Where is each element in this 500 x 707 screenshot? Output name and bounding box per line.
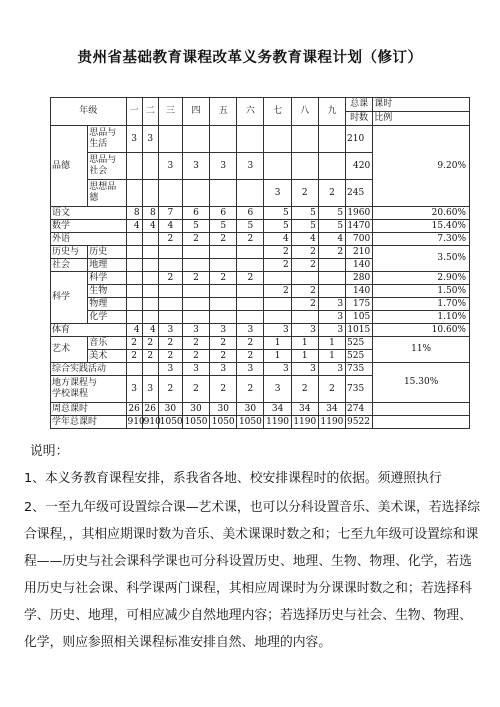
page-title: 贵州省基础教育课程改革义务教育课程计划（修订） [77,50,423,66]
cell: 34 [291,403,318,416]
cell [158,180,182,207]
cell: 3 [158,153,182,180]
cell [182,259,209,272]
cell: 2 [237,376,264,403]
cell-total: 735 [346,376,373,403]
cell: 3 [318,311,345,324]
cell-ratio: 20.60% [373,207,470,220]
cell: 6 [182,207,209,220]
cell-ratio: 11% [373,337,470,363]
cell-ratio: 15.30% [373,363,470,403]
cell [126,272,142,285]
row-label: 地理 [88,259,126,272]
cell [158,259,182,272]
cell: 2 [237,350,264,363]
cell: 3 [182,363,209,376]
cell: 1050 [182,416,209,429]
header-grade-7: 七 [264,98,291,126]
table-row [51,416,470,429]
cell-total: 420 [346,153,373,180]
cell: 2 [142,337,158,350]
cell: 2 [210,376,237,403]
cell: 34 [318,403,345,416]
cell: 5 [318,220,345,233]
note-paragraph-1: 1、本义务教育课程安排，系我省各地、校安排课程时的依据。须遵照执行 [24,471,442,486]
cell-ratio: 1.70% [373,298,470,311]
cell [237,311,264,324]
cell: 2 [182,272,209,285]
cell-total: 700 [346,233,373,246]
cell: 910 [143,416,161,427]
table-row [51,324,470,337]
cell: 4 [126,220,142,233]
cell: 3 [182,153,209,180]
cell: 3 [291,363,318,376]
cell: 3 [237,324,264,337]
row-label: 历史 [88,246,126,259]
cell: 2 [291,259,318,272]
cell [126,233,142,246]
cell: 3 [126,376,142,403]
cell [210,298,237,311]
cell-total: 1470 [346,220,373,233]
cell: 5 [291,207,318,220]
cell: 2 [210,272,237,285]
row-label: 化学 [88,311,126,324]
cell-total: 245 [346,180,373,207]
cell: 3 [210,153,237,180]
cell: 2 [291,376,318,403]
header-grade-2: 二 [142,98,158,126]
cell-total: 9522 [346,416,373,429]
header-grade: 年级 [51,98,127,126]
group-history-social-2: 社会 [51,259,88,272]
cell [318,126,345,153]
cell: 3 [318,363,345,376]
cell [158,285,182,298]
cell: 2 [237,272,264,285]
cell-total: 1960 [346,207,373,220]
row-label: 数学 [51,220,127,233]
cell: 3 [210,324,237,337]
cell: 5 [210,220,237,233]
cell [142,363,158,376]
header-total-line1: 总课 [346,98,373,112]
cell: 2 [291,180,318,207]
cell: 26 [126,403,142,416]
cell [237,180,264,207]
cell-total: 280 [346,272,373,285]
cell: 30 [210,403,237,416]
cell [264,126,291,153]
cell [210,126,237,153]
header-grade-1: 一 [126,98,142,126]
row-label: 体育 [51,324,127,337]
cell [158,311,182,324]
cell: 1190 [291,416,318,429]
cell: 3 [142,126,158,153]
cell [142,311,158,324]
cell: 3 [291,324,318,337]
header-grade-4: 四 [182,98,209,126]
cell: 7 [158,207,182,220]
cell [210,311,237,324]
cell [237,298,264,311]
header-grade-8: 八 [291,98,318,126]
cell [210,285,237,298]
cell: 3 [264,376,291,403]
cell: 8 [126,207,142,220]
cell [126,298,142,311]
cell: 4 [142,220,158,233]
cell: 1050 [159,416,183,427]
note-paragraph-2: 2、一至九年级可设置综合课—艺术课，也可以分科设置音乐、美术课，若选择综合课程，，其相应期课时数为音乐、美术课课时数之和；七至九年级可设置综和课程——历史与社会课科学课也可分科设置历史、地理、生物、物理、化学，若选用历史与社会课、科学课两门课程，其相应周课时为分课课时数之和；若选择科学、历史、地理，可相应减少自然地理内容；若选择历史与社会、生物、物理、化学，则应参照相关课程标准安排自然、地理的内容。 [24,500,481,650]
cell: 2 [291,246,318,259]
cell: 1 [264,337,291,350]
cell: 2 [318,246,345,259]
cell [126,259,142,272]
cell: 6 [210,207,237,220]
cell [126,180,142,207]
cell [291,272,318,285]
cell: 4 [142,324,158,337]
cell-ratio: 1.50% [373,285,470,298]
cell [264,153,291,180]
cell: 5 [182,220,209,233]
table-row [51,363,470,376]
cell-total: 525 [346,337,373,350]
cell [126,363,142,376]
cell: 3 [158,324,182,337]
cell-ratio: 3.50% [373,246,470,272]
cell [291,311,318,324]
cell: 2 [237,337,264,350]
cell: 2 [264,259,291,272]
row-label: 思品与社会 [88,153,126,180]
cell-total: 210 [346,126,373,153]
cell: 30 [237,403,264,416]
row-label: 生物 [88,285,126,298]
cell [264,311,291,324]
cell: 2 [182,350,209,363]
cell: 30 [158,403,182,416]
cell-total: 525 [346,350,373,363]
table-row [51,233,470,246]
cell: 2 [158,233,182,246]
cell: 1 [291,350,318,363]
cell: 5 [318,207,345,220]
cell: 2 [291,285,318,298]
cell [237,285,264,298]
row-label: 思想品德 [88,180,126,207]
cell [237,246,264,259]
cell-total: 140 [346,259,373,272]
header-total-line2: 时数 [346,112,373,126]
cell: 2 [158,337,182,350]
cell: 2 [210,337,237,350]
cell [182,126,209,153]
row-label [51,376,127,403]
row-label: 物理 [88,298,126,311]
cell: 3 [237,363,264,376]
cell: 4 [264,233,291,246]
table-row [51,298,470,311]
cell [237,126,264,153]
cell: 4 [291,233,318,246]
cell-ratio: 7.30% [373,233,470,246]
row-label: 外语 [51,233,127,246]
cell [158,298,182,311]
cell-ratio: 2.90% [373,272,470,285]
cell [237,259,264,272]
cell: 6 [237,207,264,220]
cell [126,153,142,180]
cell: 5 [291,220,318,233]
cell: 2 [264,285,291,298]
cell: 3 [126,126,142,153]
cell: 1 [264,350,291,363]
row-label: 思品与生活 [88,126,126,153]
cell: 2 [142,350,158,363]
cell: 1 [318,337,345,350]
cell [142,180,158,207]
cell [126,285,142,298]
table-row [51,220,470,233]
group-moral: 品德 [51,126,88,207]
row-label: 美术 [88,350,126,363]
cell-ratio: 9.20% [373,126,470,207]
curriculum-table [50,97,470,429]
cell: 2 [291,298,318,311]
cell-total: 210 [346,246,373,259]
header-grade-3: 三 [158,98,182,126]
cell [210,259,237,272]
cell [210,180,237,207]
cell [126,246,142,259]
table-row [51,272,470,285]
cell: 8 [142,207,158,220]
row-label: 周总课时 [51,403,127,416]
cell: 2 [182,376,209,403]
cell [264,298,291,311]
cell [142,272,158,285]
cell: 2 [158,272,182,285]
cell: 2 [182,233,209,246]
cell: 2 [182,337,209,350]
cell: 3 [264,180,291,207]
cell: 1 [318,350,345,363]
cell: 2 [210,233,237,246]
cell-ratio-empty [373,403,470,416]
cell [142,233,158,246]
cell: 34 [264,403,291,416]
cell: 2 [126,337,142,350]
cell-total: 735 [346,363,373,376]
row-label-line1: 地方课程与 [52,378,98,388]
cell: 1190 [264,416,291,429]
cell: 1050 [210,416,237,429]
cell [318,153,345,180]
row-label: 学年总课时 [51,416,127,429]
cell: 3 [318,324,345,337]
header-grade-9: 九 [318,98,345,126]
cell [142,153,158,180]
cell-total: 175 [346,298,373,311]
cell: 3 [182,324,209,337]
cell: 2 [126,350,142,363]
cell: 3 [142,376,158,403]
row-label: 语文 [51,207,127,220]
cell [291,126,318,153]
row-label: 音乐 [88,337,126,350]
cell [291,153,318,180]
cell [142,298,158,311]
cell-total: 274 [346,403,373,416]
group-history-social-1: 历史与 [51,246,88,259]
cell [126,311,142,324]
group-science: 科学 [51,272,88,324]
cell: 910 [127,416,145,427]
cell [142,259,158,272]
cell [158,126,182,153]
cell: 3 [264,324,291,337]
cell: 1 [291,337,318,350]
cell: 1190 [318,416,345,429]
cell [318,259,345,272]
cell: 3 [237,153,264,180]
cell: 5 [264,220,291,233]
header-hours: 课时 [373,98,470,112]
group-arts: 艺术 [51,337,88,363]
header-row [51,98,470,112]
cell-ratio: 10.60% [373,324,470,337]
cell: 3 [264,363,291,376]
table-row [51,311,470,324]
cell: 4 [126,324,142,337]
cell [210,246,237,259]
cell: 1050 [237,416,264,429]
cell [264,272,291,285]
cell-total: 105 [346,311,373,324]
cell-ratio: 1.10% [373,311,470,324]
cell-ratio-empty [373,416,470,429]
cell [182,246,209,259]
cell [182,180,209,207]
row-label-line2: 学校课程 [52,389,89,399]
cell [318,285,345,298]
cell: 2 [318,376,345,403]
cell [142,285,158,298]
cell-total: 140 [346,285,373,298]
header-grade-5: 五 [210,98,237,126]
row-label: 综合实践活动 [51,363,127,376]
cell: 2 [158,350,182,363]
cell-ratio: 15.40% [373,220,470,233]
table-row [51,207,470,220]
cell: 5 [264,207,291,220]
cell [182,285,209,298]
cell [158,246,182,259]
cell: 2 [264,246,291,259]
cell: 2 [210,350,237,363]
cell: 5 [237,220,264,233]
cell: 4 [318,233,345,246]
cell [318,272,345,285]
row-label: 科学 [88,272,126,285]
cell: 2 [237,233,264,246]
cell: 2 [318,180,345,207]
cell: 3 [210,363,237,376]
header-ratio: 比例 [373,112,470,126]
table-row [51,403,470,416]
cell: 26 [142,403,158,416]
cell: 4 [158,220,182,233]
cell [182,311,209,324]
cell: 3 [158,363,182,376]
table-row [51,126,470,153]
cell [142,246,158,259]
cell: 2 [158,376,182,403]
table-row [51,337,470,350]
cell [182,298,209,311]
table-row [51,246,470,259]
cell: 3 [318,298,345,311]
header-grade-6: 六 [237,98,264,126]
table-row [51,285,470,298]
notes-label: 说明： [30,444,69,459]
cell-total: 1015 [346,324,373,337]
cell: 30 [182,403,209,416]
